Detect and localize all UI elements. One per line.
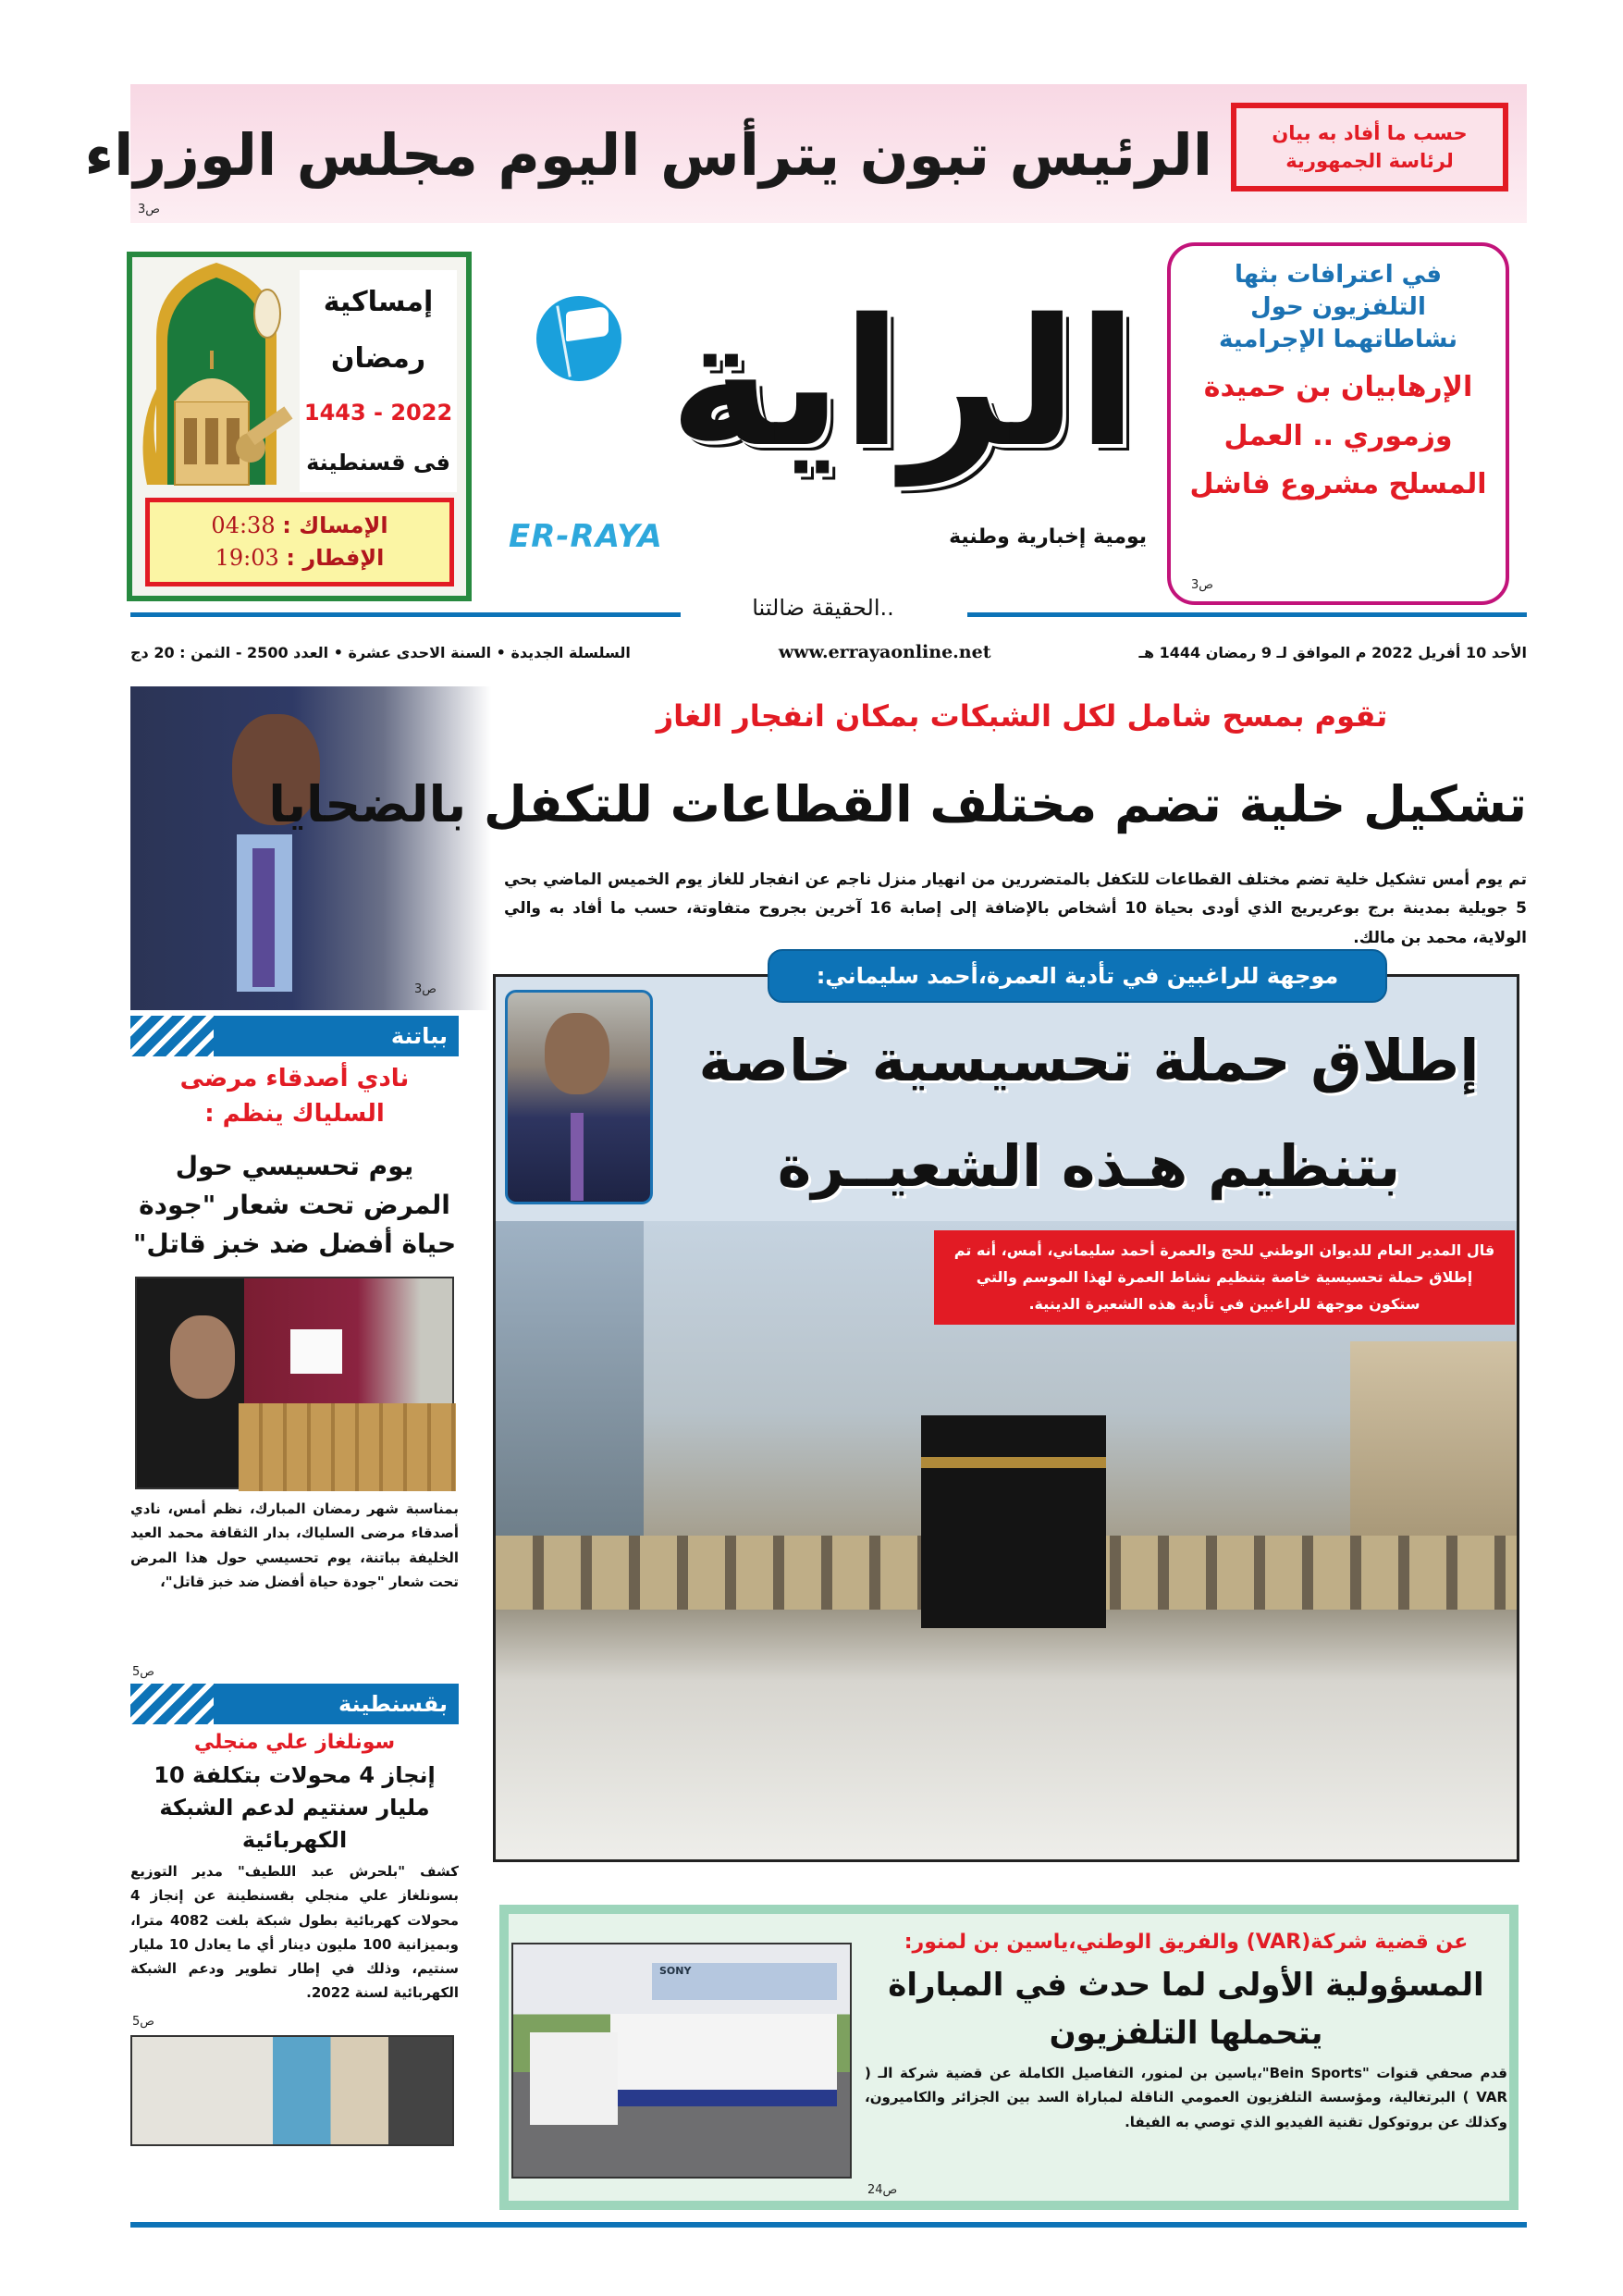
var-page-ref: ص24	[867, 2183, 898, 2197]
umrah-headline-line1: إطلاق حملة تحسيسية خاصة	[698, 1027, 1480, 1094]
batna-kicker: نادي أصدقاء مرضى السلياك ينظم :	[179, 1065, 410, 1128]
terror-headline-line3: المسلح مشروع فاشل	[1189, 468, 1487, 501]
umrah-caption: قال المدير العام للديوان الوطني للحج والعمرة أحمد سليماني، أمس، أنه تم إطلاق حملة تحسيسية خاصة بتنظيم نشاط العمرة لهذا الموسم والتي ستكون موجهة للراغبين في تأدية هذه الشعيرة الدينية.	[934, 1230, 1515, 1325]
website-link[interactable]: www.errayaonline.net	[778, 642, 991, 662]
imsakia-title-line2: رمضان	[330, 342, 426, 376]
var-kicker: عن قضية شركة(VAR) والفريق الوطني،ياسين بن لمنور:	[904, 1931, 1469, 1954]
top-headline[interactable]: الرئيس تبون يترأس اليوم مجلس الوزراء	[84, 121, 1212, 189]
batna-headline[interactable]: يوم تحسيسي حول المرض تحت شعار "جودة حياة أفضل ضد خبز قاتل"	[132, 1151, 457, 1259]
imsakia-years: 1443 - 2022	[303, 399, 453, 426]
var-truck-photo	[511, 1943, 852, 2179]
iftar-time: 19:03	[215, 545, 279, 571]
batna-body: بمناسبة شهر رمضان المبارك، نظم أمس، نادي أصدقاء مرضى السلياك، بدار الثقافة محمد العيد الخليفة بباتنة، يوم تحسيسي حول هذا المرض تحت شعار "جودة حياة أفضل ضد خبز قاتل"،	[130, 1500, 459, 1590]
var-headline-line2: يتحملها التلفزيون	[1049, 2015, 1323, 2052]
issue-date: الأحد 10 أفريل 2022 م الموافق لـ 9 رمضان 1444 هـ	[1138, 643, 1527, 661]
kaaba-shape	[921, 1415, 1106, 1628]
top-source-note	[1231, 103, 1508, 191]
iftar-label: الإفطار :	[286, 545, 385, 571]
ramadan-lantern-illustration	[138, 263, 295, 490]
batna-photo	[135, 1277, 454, 1489]
umrah-headline[interactable]	[666, 1008, 1512, 1219]
flag-icon	[536, 296, 621, 381]
bottom-rule	[130, 2222, 1527, 2228]
top-banner	[84, 84, 1527, 223]
logo-latin: ER-RAYA	[509, 518, 663, 555]
terror-page-ref: ص3	[1191, 578, 1213, 592]
issue-info: السلسلة الجديدة • السنة الاحدى عشرة • العدد 2500 - الثمن : 20 دج	[130, 643, 631, 661]
var-headline[interactable]	[865, 1961, 1507, 2057]
iftar-row	[215, 542, 385, 574]
masthead-rule-left	[130, 612, 681, 617]
dateline	[130, 638, 1527, 666]
imsak-time: 04:38	[211, 512, 276, 539]
constantine-page-ref: ص5	[132, 2015, 154, 2029]
umrah-headline-line2: بتنظيم هـذه الشعيــرة	[777, 1132, 1401, 1200]
imsakia-city: فى قسنطينة	[306, 450, 450, 476]
var-headline-line1: المسؤولية الأولى لما حدث في المباراة	[888, 1967, 1484, 2004]
constantine-kicker: سونلغاز علي منجلي	[193, 1731, 396, 1754]
batna-page-ref: ص5	[132, 1665, 154, 1679]
terror-kicker-line3: نشاطاتهما الإجرامية	[1219, 326, 1457, 354]
motto: ..الحقيقة ضالتنا	[752, 595, 894, 621]
masthead-rule-right	[967, 612, 1527, 617]
constantine-headline[interactable]: إنجاز 4 محولات بتكلفة 10 مليار سنتيم لدعم الشبكة الكهربائية	[154, 1762, 436, 1853]
top-source-line2: لرئاسة الجمهورية	[1285, 150, 1454, 172]
gas-kicker: تقوم بمسح شامل لكل الشبكات بمكان انفجار الغاز	[656, 698, 1388, 734]
umrah-portrait-photo	[505, 990, 653, 1204]
imsakia-box	[127, 252, 472, 601]
constantine-body: كشف "بلحرش عبد اللطيف" مدير التوزيع بسونلغاز علي منجلي بقسنطينة عن إنجاز 4 محولات كهربائية بطول شبكة بلغت 4082 مترا، وبميزانية 100 مليون دينار أي ما يعادل 10 مليار سنتيم، وذلك في إطار تطوير ودعم الشبكة الكهربائية لسنة 2022.	[130, 1863, 460, 2002]
terror-kicker-line1: في اعترافات بثها	[1234, 261, 1443, 289]
imsakia-title-line1: إمساكية	[323, 286, 434, 319]
section-bar-batna	[130, 1016, 459, 1056]
imsak-row	[211, 510, 387, 542]
gas-body: تم يوم أمس تشكيل خلية تضم مختلف القطاعات للتكفل بالمتضررين من انهيار منزل ناجم عن انفجار للغاز يوم الخميس الماضي بحي 5 جويلية بمدينة برج بوعريريج الذي أودى بحياة 10 أشخاص بالإضافة إلى إصابة 16 آخرين بجروح متفاوتة، حسب ما أفاد به والي الولاية، محمد بن مالك.	[504, 870, 1527, 947]
terror-story-box[interactable]	[1167, 242, 1509, 605]
imsak-label: الإمساك :	[282, 512, 388, 539]
imsakia-times	[145, 498, 454, 586]
section-label-constantine: بقسنطينة	[338, 1691, 448, 1717]
section-label-batna: بباتنة	[390, 1023, 448, 1049]
terror-headline-line2: وزموري .. العمل	[1223, 419, 1453, 452]
terror-headline-line1: الإرهابيان بن حميدة	[1203, 371, 1473, 404]
umrah-kicker: موجهة للراغبين في تأدية العمرة،أحمد سليماني:	[768, 949, 1387, 1003]
photo-sign-sony: SONY	[652, 1963, 837, 2000]
imsakia-title-panel	[300, 270, 457, 492]
terror-kicker-line2: التلفزيون حول	[1250, 293, 1426, 322]
logo-tagline: يومية إخبارية وطنية	[949, 525, 1147, 549]
stripes-decoration	[130, 1684, 214, 1724]
gas-page-ref: ص3	[414, 982, 436, 996]
top-page-ref: ص3	[138, 203, 160, 216]
top-source-line1: حسب ما أفاد به بيان	[1272, 121, 1468, 144]
var-body: قدم صحفي قنوات "Bein Sports"،ياسين بن لمنور، التفاصيل الكاملة عن قضية شركة الـ ( VAR ) البرتغالية، ومؤسسة التلفزيون العمومي الناقلة لمباراة السد بين الجزائر والكاميرون، وكذلك عن بروتوكول تقنية الفيديو الذي توصي به الفيفا.	[865, 2065, 1507, 2130]
masthead[interactable]	[499, 268, 1147, 583]
section-bar-constantine	[130, 1684, 459, 1724]
stripes-decoration	[130, 1016, 214, 1056]
logo-arabic: الراية	[669, 281, 1137, 486]
constantine-building-photo	[130, 2035, 454, 2146]
gas-headline[interactable]: تشكيل خلية تضم مختلف القطاعات للتكفل بالضحايا	[268, 775, 1527, 833]
